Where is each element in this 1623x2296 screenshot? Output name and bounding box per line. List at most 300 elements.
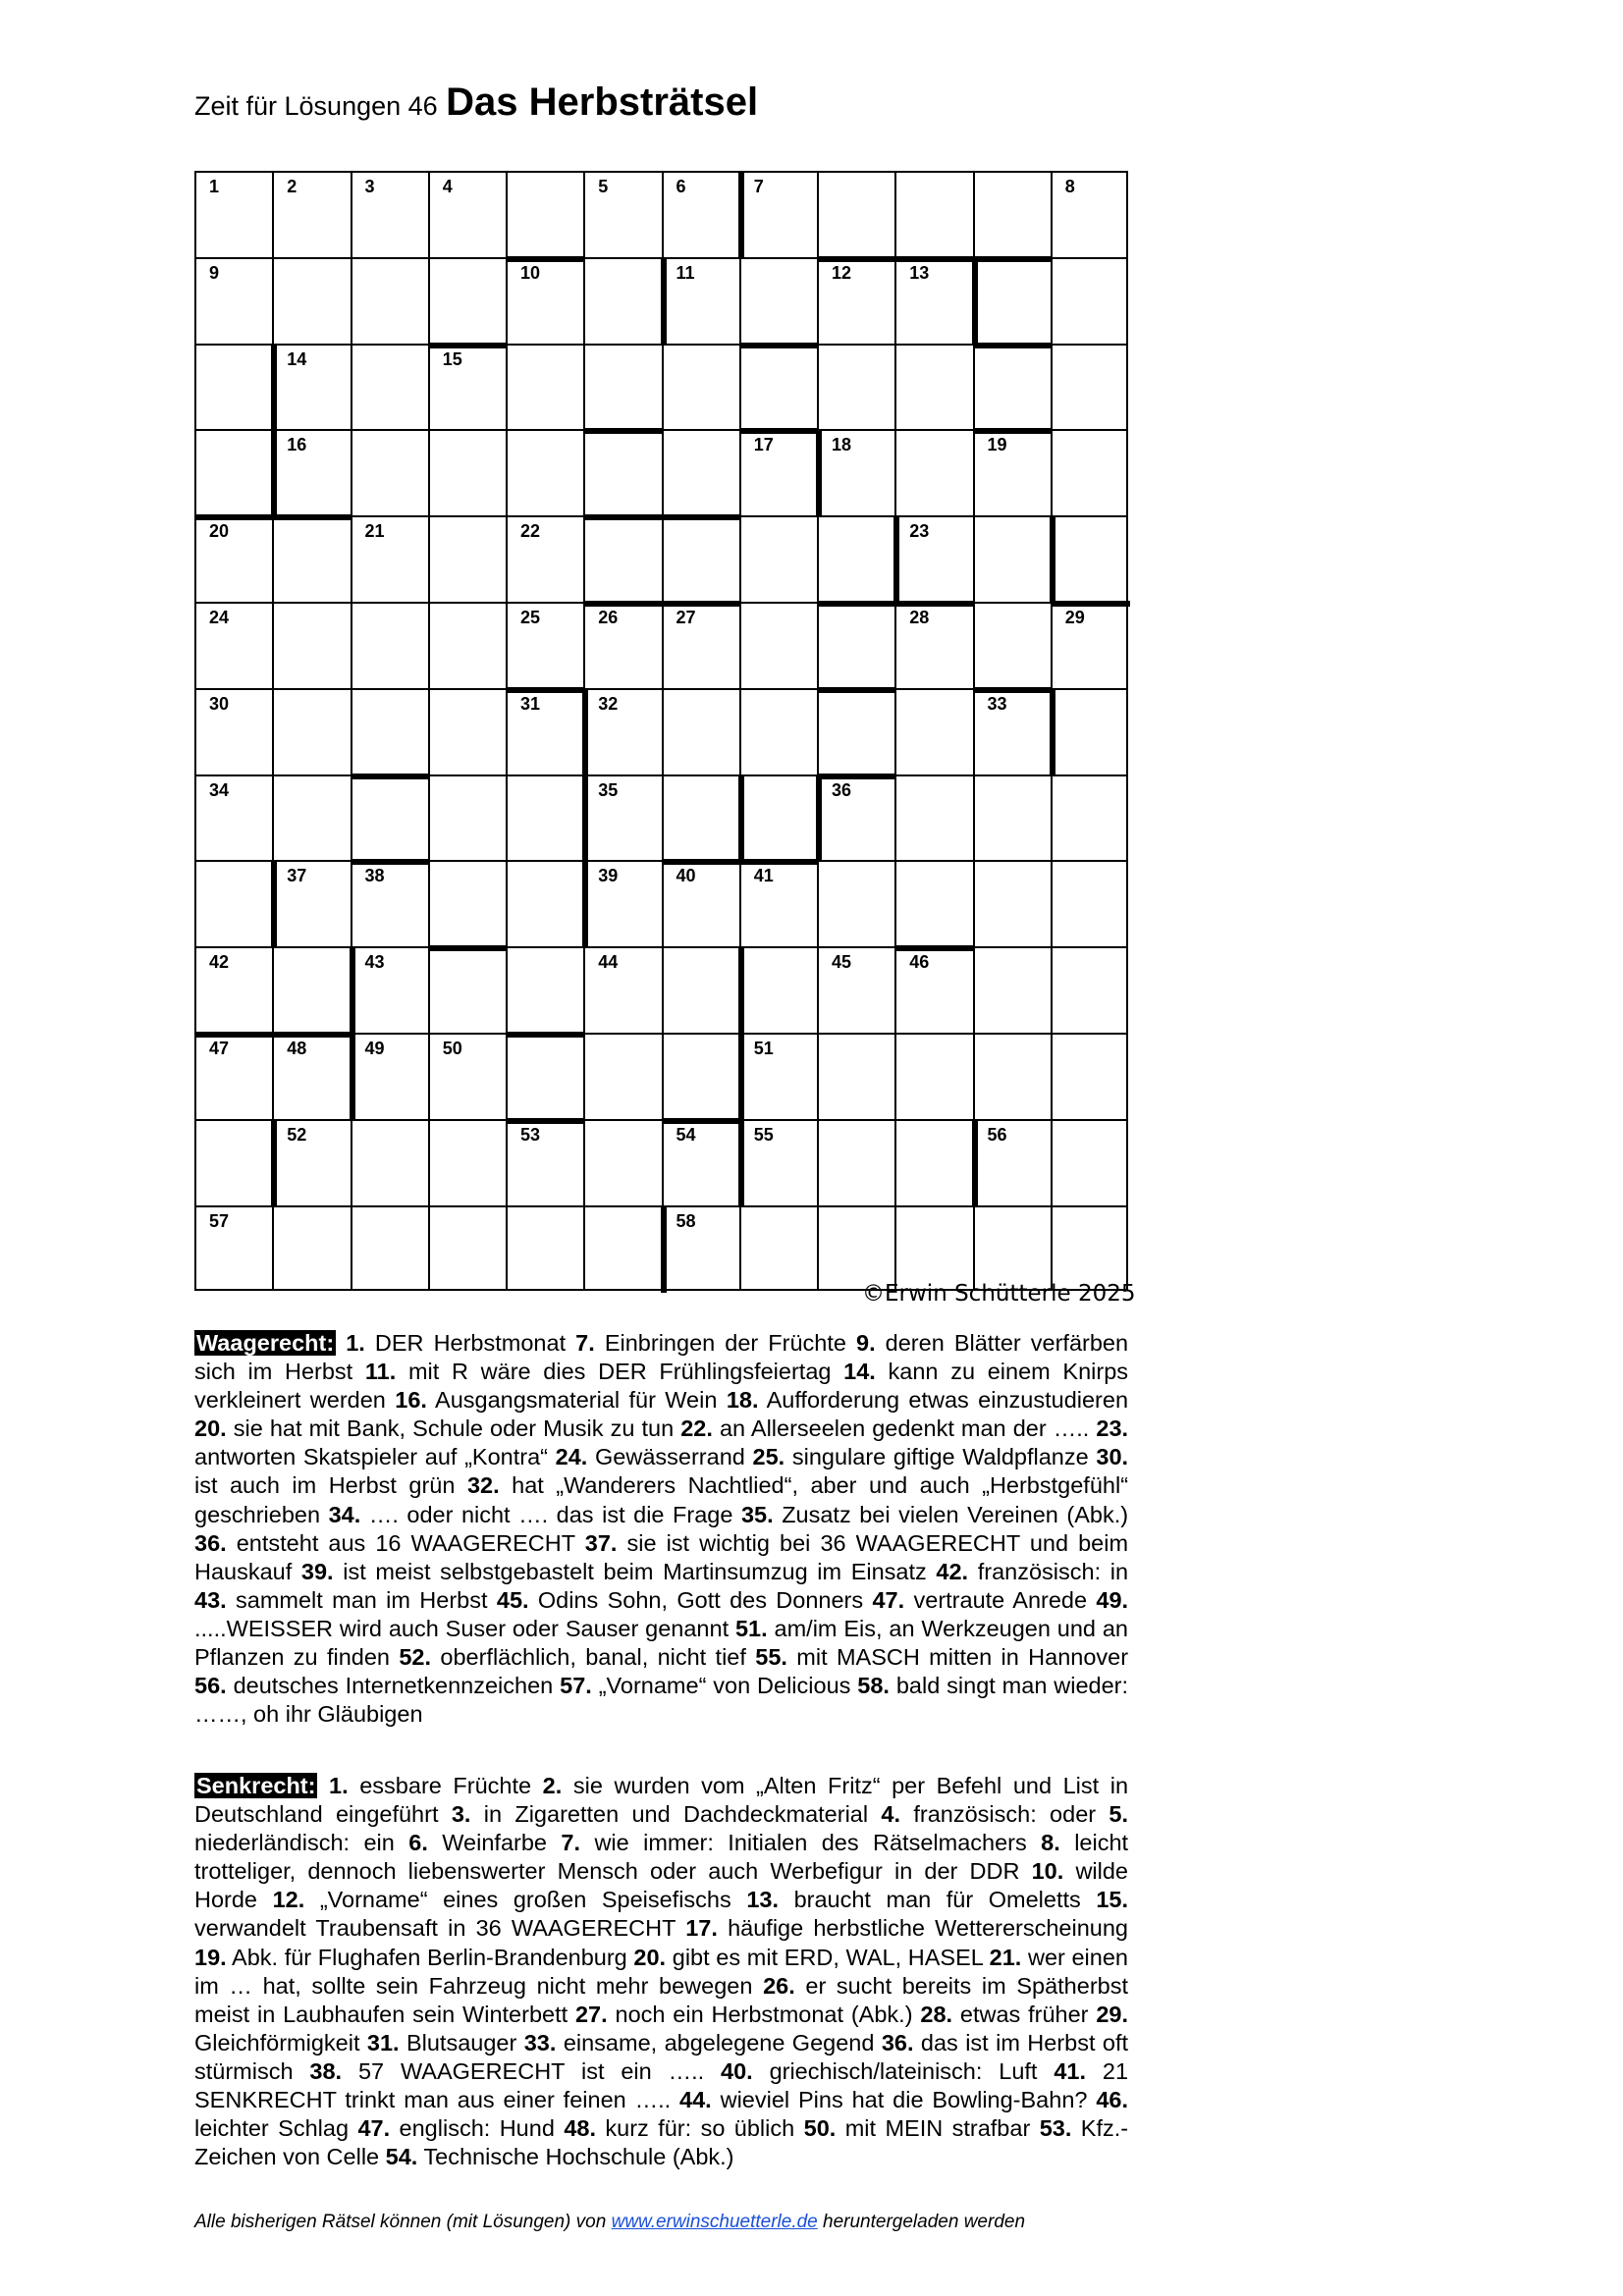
crossword-grid — [194, 171, 1128, 1291]
grid-cell[interactable] — [351, 257, 428, 344]
word-bar-horizontal — [662, 514, 741, 520]
title-prefix: Zeit für Lösungen 46 — [194, 91, 438, 121]
grid-cell[interactable] — [1051, 602, 1128, 688]
grid-cell[interactable] — [1051, 515, 1128, 602]
grid-cell[interactable] — [973, 860, 1051, 946]
footer-link[interactable]: www.erwinschuetterle.de — [611, 2212, 818, 2232]
clue-number: 8. — [1041, 1830, 1060, 1856]
clue-number: 10. — [1031, 1858, 1064, 1885]
grid-cell[interactable] — [272, 515, 350, 602]
clue-number: 57. — [560, 1673, 592, 1699]
grid-cell[interactable] — [272, 1033, 350, 1119]
word-bar-vertical — [582, 688, 588, 776]
grid-cell[interactable] — [1051, 1205, 1128, 1292]
word-bar-horizontal — [739, 428, 819, 434]
grid-cell[interactable] — [194, 1205, 272, 1292]
clue-text: wer einen im … hat, sollte sein Fahrzeug nicht mehr bewegen — [194, 1944, 1128, 1999]
word-bar-horizontal — [894, 945, 974, 951]
grid-cell[interactable] — [1051, 1033, 1128, 1119]
grid-cell[interactable] — [662, 860, 739, 946]
grid-cell[interactable] — [817, 429, 894, 515]
clue-text: deren Blätter verfärben sich im Herbst — [194, 1330, 1129, 1385]
grid-cell[interactable] — [739, 1205, 817, 1292]
grid-cell[interactable] — [817, 344, 894, 430]
clue-number: 32. — [466, 1472, 500, 1499]
grid-cell[interactable] — [428, 774, 506, 861]
grid-cell[interactable] — [194, 1119, 272, 1205]
grid-cell[interactable] — [428, 688, 506, 774]
grid-cell[interactable] — [583, 1205, 661, 1292]
grid-cell[interactable] — [817, 257, 894, 344]
grid-cell[interactable] — [894, 344, 972, 430]
grid-cell[interactable] — [894, 860, 972, 946]
clue-number: 22. — [680, 1415, 713, 1442]
grid-cell[interactable] — [739, 688, 817, 774]
grid-cell[interactable] — [351, 602, 428, 688]
grid-cell[interactable] — [583, 688, 661, 774]
clue-number: 34. — [328, 1501, 361, 1527]
clue-text: „Vorname“ von Delicious — [598, 1673, 851, 1699]
grid-cell[interactable] — [817, 602, 894, 688]
clue-number: 18. — [726, 1387, 759, 1414]
grid-cell[interactable] — [817, 774, 894, 861]
grid-cell[interactable] — [351, 774, 428, 861]
grid-cell[interactable] — [973, 1205, 1051, 1292]
word-bar-vertical — [738, 946, 744, 1035]
grid-cell[interactable] — [194, 429, 272, 515]
clue-number: 33 — [987, 693, 1007, 714]
clue-number: 21 — [364, 521, 385, 542]
grid-cell[interactable] — [428, 257, 506, 344]
clue-text: sie wurden vom „Alten Fritz“ per Befehl und List in Deutschland eingeführt — [194, 1773, 1129, 1828]
grid-cell[interactable] — [973, 344, 1051, 430]
grid-cell[interactable] — [894, 1119, 972, 1205]
clue-text: 21 SENKRECHT trinkt man aus einer feinen ….. — [194, 2057, 1129, 2113]
grid-cell[interactable] — [428, 429, 506, 515]
grid-cell[interactable] — [272, 688, 350, 774]
grid-cell[interactable] — [194, 946, 272, 1033]
grid-cell[interactable] — [662, 515, 739, 602]
grid-cell[interactable] — [506, 257, 583, 344]
grid-cell[interactable] — [351, 515, 428, 602]
clue-number: 38. — [309, 2057, 343, 2084]
clue-number: 47. — [357, 2115, 391, 2142]
grid-cell[interactable] — [506, 774, 583, 861]
clue-number: 53 — [520, 1124, 541, 1145]
grid-cell[interactable] — [272, 257, 350, 344]
clue-number: 3 — [364, 177, 375, 196]
grid-cell[interactable] — [583, 344, 661, 430]
grid-cell[interactable] — [351, 1033, 428, 1119]
word-bar-vertical — [738, 171, 744, 259]
footer-text-after: heruntergeladen werden — [823, 2212, 1026, 2232]
clue-number: 17. — [685, 1915, 718, 1942]
clue-number: 27 — [676, 608, 696, 627]
grid-cell[interactable] — [506, 171, 583, 257]
grid-cell[interactable] — [894, 946, 972, 1033]
grid-cell[interactable] — [739, 257, 817, 344]
word-bar-vertical — [1050, 688, 1055, 776]
clue-number: 53. — [1039, 2115, 1072, 2142]
clue-number: 7 — [753, 177, 764, 196]
grid-cell[interactable] — [817, 946, 894, 1033]
clue-number: 39 — [598, 866, 619, 886]
grid-cell[interactable] — [428, 1033, 506, 1119]
word-bar-horizontal — [583, 601, 663, 607]
across-clues — [194, 1329, 1128, 1729]
grid-cell[interactable] — [817, 860, 894, 946]
grid-cell[interactable] — [973, 1119, 1051, 1205]
grid-cell[interactable] — [662, 344, 739, 430]
grid-cell[interactable] — [351, 1119, 428, 1205]
clue-number: 30. — [1096, 1444, 1129, 1470]
word-bar-vertical — [661, 257, 667, 346]
grid-cell[interactable] — [817, 515, 894, 602]
grid-cell[interactable] — [194, 860, 272, 946]
clue-number: 21. — [989, 1944, 1022, 1970]
word-bar-vertical — [271, 429, 277, 517]
clue-text: griechisch/lateinisch: Luft — [769, 2057, 1038, 2084]
clue-number: 2. — [542, 1773, 563, 1798]
clue-number: 7. — [575, 1330, 595, 1356]
grid-cell[interactable] — [1051, 171, 1128, 257]
grid-cell[interactable] — [739, 860, 817, 946]
grid-cell[interactable] — [1051, 429, 1128, 515]
grid-cell[interactable] — [351, 946, 428, 1033]
grid-cell[interactable] — [351, 344, 428, 430]
grid-cell[interactable] — [1051, 688, 1128, 774]
grid-cell[interactable] — [272, 946, 350, 1033]
grid-cell[interactable] — [739, 1033, 817, 1119]
clue-number: 34 — [209, 779, 230, 800]
word-bar-vertical — [271, 1119, 277, 1207]
clue-number: 17 — [753, 435, 774, 455]
word-bar-horizontal — [894, 601, 974, 607]
grid-cell[interactable] — [739, 774, 817, 861]
grid-cell[interactable] — [894, 515, 972, 602]
grid-cell[interactable] — [817, 1033, 894, 1119]
grid-cell[interactable] — [428, 602, 506, 688]
grid-cell[interactable] — [428, 344, 506, 430]
clue-text: am/im Eis, an Werkzeugen und an Pflanzen zu finden — [194, 1615, 1129, 1671]
clue-number: 45. — [496, 1586, 529, 1613]
clue-text: er sucht bereits im Spätherbst meist in Laubhaufen sein Winterbett — [194, 1972, 1128, 2027]
clue-number: 25 — [520, 608, 541, 627]
grid-cell[interactable] — [506, 602, 583, 688]
clue-number: 47 — [209, 1039, 230, 1058]
clue-number: 56 — [987, 1124, 1007, 1145]
clue-text: entsteht aus 16 WAAGERECHT — [236, 1529, 575, 1556]
grid-cell[interactable] — [1051, 860, 1128, 946]
clue-text: .....WEISSER wird auch Suser oder Sauser genannt — [194, 1615, 730, 1641]
clue-number: 39. — [300, 1558, 334, 1584]
grid-cell[interactable] — [428, 1205, 506, 1292]
clue-text: Gewässerrand — [595, 1444, 745, 1470]
grid-cell[interactable] — [506, 1119, 583, 1205]
clue-number: 41 — [753, 866, 774, 886]
grid-cell[interactable] — [194, 171, 272, 257]
grid-cell[interactable] — [506, 860, 583, 946]
clue-number: 56. — [194, 1673, 227, 1699]
clue-number: 51. — [734, 1615, 768, 1641]
clue-number: 5 — [598, 177, 609, 196]
grid-cell[interactable] — [973, 946, 1051, 1033]
word-bar-horizontal — [583, 428, 663, 434]
grid-cell[interactable] — [973, 429, 1051, 515]
clue-number: 40. — [721, 2057, 753, 2084]
grid-cell[interactable] — [272, 344, 350, 430]
word-bar-horizontal — [973, 256, 1053, 262]
grid-cell[interactable] — [1051, 774, 1128, 861]
clue-text: Gleichförmigkeit — [194, 2029, 360, 2056]
grid-cell[interactable] — [583, 1033, 661, 1119]
grid-cell[interactable] — [583, 860, 661, 946]
grid-cell[interactable] — [583, 1119, 661, 1205]
word-bar-vertical — [582, 860, 588, 948]
clue-text: singulare giftige Waldpflanze — [791, 1444, 1089, 1470]
clue-number: 25. — [752, 1444, 785, 1470]
grid-cell[interactable] — [817, 1119, 894, 1205]
grid-cell[interactable] — [894, 774, 972, 861]
grid-cell[interactable] — [506, 688, 583, 774]
word-bar-horizontal — [817, 774, 896, 779]
grid-cell[interactable] — [351, 429, 428, 515]
clue-number: 26. — [763, 1972, 795, 1999]
grid-cell[interactable] — [1051, 344, 1128, 430]
clue-number: 33. — [523, 2029, 557, 2056]
grid-cell[interactable] — [894, 688, 972, 774]
grid-cell[interactable] — [351, 860, 428, 946]
clue-text: englisch: Hund — [399, 2115, 555, 2142]
grid-cell[interactable] — [973, 688, 1051, 774]
clue-number: 40 — [676, 866, 696, 886]
grid-cell[interactable] — [973, 774, 1051, 861]
grid-cell[interactable] — [194, 774, 272, 861]
grid-cell[interactable] — [662, 1033, 739, 1119]
grid-cell[interactable] — [739, 1119, 817, 1205]
clue-number: 28. — [920, 2001, 953, 2027]
clue-number: 26 — [598, 608, 619, 627]
footer-text-before: Alle bisherigen Rätsel können (mit Lösungen) von — [194, 2212, 607, 2232]
grid-cell[interactable] — [817, 1205, 894, 1292]
clue-number: 15 — [442, 348, 462, 369]
grid-cell[interactable] — [428, 946, 506, 1033]
clue-number: 12 — [832, 262, 852, 283]
clue-number: 35. — [740, 1501, 774, 1527]
clue-number: 4. — [881, 1801, 901, 1828]
clue-number: 15. — [1096, 1887, 1129, 1913]
word-bar-horizontal — [428, 343, 508, 348]
clue-number: 19. — [194, 1944, 227, 1970]
grid-cell[interactable] — [194, 1033, 272, 1119]
clue-number: 20. — [194, 1415, 227, 1442]
grid-cell[interactable] — [583, 257, 661, 344]
grid-cell[interactable] — [662, 774, 739, 861]
grid-cell[interactable] — [506, 946, 583, 1033]
grid-cell[interactable] — [583, 602, 661, 688]
grid-cell[interactable] — [272, 774, 350, 861]
clue-number: 6 — [676, 177, 686, 196]
clue-text: Technische Hochschule (Abk.) — [423, 2144, 734, 2170]
clue-number: 43 — [364, 952, 385, 973]
word-bar-horizontal — [973, 687, 1053, 693]
grid-cell[interactable] — [894, 429, 972, 515]
grid-cell[interactable] — [1051, 1119, 1128, 1205]
clue-text: ist auch im Herbst grün — [194, 1472, 456, 1499]
grid-cell[interactable] — [739, 171, 817, 257]
grid-cell[interactable] — [1051, 257, 1128, 344]
clue-text: wie immer: Initialen des Rätselmachers — [594, 1830, 1027, 1856]
word-bar-vertical — [1050, 515, 1055, 604]
grid-cell[interactable] — [506, 1033, 583, 1119]
clue-text: Ausgangsmaterial für Wein — [435, 1387, 718, 1414]
word-bar-vertical — [972, 1119, 978, 1207]
clue-number: 37. — [584, 1529, 618, 1556]
grid-cell[interactable] — [894, 171, 972, 257]
grid-cell[interactable] — [817, 171, 894, 257]
clue-number: 20 — [209, 521, 230, 542]
clue-text: hat „Wanderers Nachtlied“, aber und auch „Herbstgefühl“ geschrieben — [194, 1472, 1129, 1527]
grid-cell[interactable] — [973, 171, 1051, 257]
grid-cell[interactable] — [583, 515, 661, 602]
clue-text: DER Herbstmonat — [374, 1330, 567, 1356]
grid-cell[interactable] — [662, 257, 739, 344]
clue-text: kann zu einem Knirps verkleinert werden — [194, 1359, 1129, 1414]
grid-cell[interactable] — [428, 515, 506, 602]
word-bar-vertical — [738, 1033, 744, 1121]
grid-cell[interactable] — [506, 344, 583, 430]
grid-cell[interactable] — [894, 257, 972, 344]
clue-number: 22 — [520, 521, 541, 542]
grid-cell[interactable] — [583, 946, 661, 1033]
grid-cell[interactable] — [583, 429, 661, 515]
grid-cell[interactable] — [662, 946, 739, 1033]
grid-cell[interactable] — [194, 515, 272, 602]
grid-cell[interactable] — [428, 1119, 506, 1205]
clue-number: 30 — [209, 693, 230, 714]
clue-number: 11 — [676, 262, 695, 283]
word-bar-horizontal — [583, 514, 663, 520]
clue-text: „Vorname“ eines großen Speisefischs — [319, 1887, 731, 1913]
grid-cell[interactable] — [272, 602, 350, 688]
grid-cell[interactable] — [739, 429, 817, 515]
clue-text: Kfz.-Zeichen von Celle — [194, 2115, 1129, 2170]
clue-number: 45 — [832, 952, 852, 973]
grid-cell[interactable] — [506, 1205, 583, 1292]
clue-number: 19 — [987, 435, 1007, 455]
clue-number: 29 — [1064, 608, 1085, 627]
grid-cell[interactable] — [662, 602, 739, 688]
grid-cell[interactable] — [739, 344, 817, 430]
grid-cell[interactable] — [351, 688, 428, 774]
grid-cell[interactable] — [739, 602, 817, 688]
clue-text: braucht man für Omeletts — [793, 1887, 1081, 1913]
clue-number: 57 — [209, 1210, 230, 1231]
footer-note — [194, 2212, 1025, 2233]
clue-text: sie hat mit Bank, Schule oder Musik zu tun — [233, 1415, 675, 1442]
grid-cell[interactable] — [973, 257, 1051, 344]
grid-cell[interactable] — [194, 257, 272, 344]
grid-cell[interactable] — [194, 602, 272, 688]
grid-cell[interactable] — [583, 171, 661, 257]
grid-cell[interactable] — [428, 860, 506, 946]
clue-number: 1 — [209, 177, 220, 196]
word-bar-vertical — [350, 1033, 355, 1121]
grid-cell[interactable] — [894, 1205, 972, 1292]
grid-cell[interactable] — [428, 171, 506, 257]
grid-cell[interactable] — [973, 1033, 1051, 1119]
grid-cell[interactable] — [894, 1033, 972, 1119]
clue-number: 46. — [1096, 2087, 1129, 2113]
clue-number: 24. — [555, 1444, 588, 1470]
grid-cell[interactable] — [662, 1205, 739, 1292]
clue-text: französisch: in — [977, 1558, 1129, 1584]
clue-text: Abk. für Flughafen Berlin-Brandenburg — [232, 1944, 627, 1970]
grid-cell[interactable] — [662, 1119, 739, 1205]
clue-text: Weinfarbe — [442, 1830, 547, 1856]
grid-cell[interactable] — [894, 602, 972, 688]
grid-cell[interactable] — [662, 171, 739, 257]
grid-cell[interactable] — [973, 515, 1051, 602]
grid-cell[interactable] — [1051, 946, 1128, 1033]
word-bar-horizontal — [662, 1118, 741, 1124]
grid-cell[interactable] — [583, 774, 661, 861]
clue-text: antworten Skatspieler auf „Kontra“ — [194, 1444, 548, 1470]
clue-number: 52. — [399, 1644, 432, 1671]
word-bar-vertical — [738, 774, 744, 863]
word-bar-horizontal — [194, 514, 274, 520]
grid-cell[interactable] — [351, 171, 428, 257]
grid-cell[interactable] — [662, 688, 739, 774]
clue-number: 20. — [633, 1944, 667, 1970]
word-bar-vertical — [271, 344, 277, 432]
clue-number: 55 — [753, 1124, 774, 1145]
clue-text: häufige herbstliche Wettererscheinung — [728, 1915, 1128, 1942]
clue-number: 28 — [909, 608, 930, 627]
word-bar-horizontal — [506, 1118, 585, 1124]
grid-cell[interactable] — [739, 946, 817, 1033]
grid-cell[interactable] — [739, 515, 817, 602]
grid-cell[interactable] — [506, 515, 583, 602]
clue-number: 38 — [364, 866, 385, 886]
word-bar-vertical — [350, 946, 355, 1035]
clue-number: 50. — [803, 2115, 837, 2142]
clue-number: 49 — [364, 1039, 385, 1058]
clue-number: 48 — [287, 1039, 307, 1058]
grid-cell[interactable] — [194, 344, 272, 430]
grid-cell[interactable] — [817, 688, 894, 774]
grid-cell[interactable] — [506, 429, 583, 515]
grid-cell[interactable] — [272, 171, 350, 257]
clue-text: Zusatz bei vielen Vereinen (Abk.) — [782, 1501, 1129, 1527]
grid-cell[interactable] — [194, 688, 272, 774]
clue-number: 9 — [209, 262, 220, 283]
grid-cell[interactable] — [662, 429, 739, 515]
word-bar-horizontal — [817, 256, 896, 262]
grid-cell[interactable] — [973, 602, 1051, 688]
clue-number: 7. — [561, 1830, 581, 1856]
clue-number: 54 — [676, 1124, 696, 1145]
clue-number: 24 — [209, 608, 230, 627]
grid-cell[interactable] — [272, 1205, 350, 1292]
grid-cell[interactable] — [351, 1205, 428, 1292]
clue-text: wilde Horde — [194, 1858, 1128, 1913]
word-bar-horizontal — [506, 256, 585, 262]
grid-cell[interactable] — [272, 860, 350, 946]
clue-number: 3. — [451, 1801, 471, 1828]
grid-cell[interactable] — [272, 429, 350, 515]
grid-cell[interactable] — [272, 1119, 350, 1205]
